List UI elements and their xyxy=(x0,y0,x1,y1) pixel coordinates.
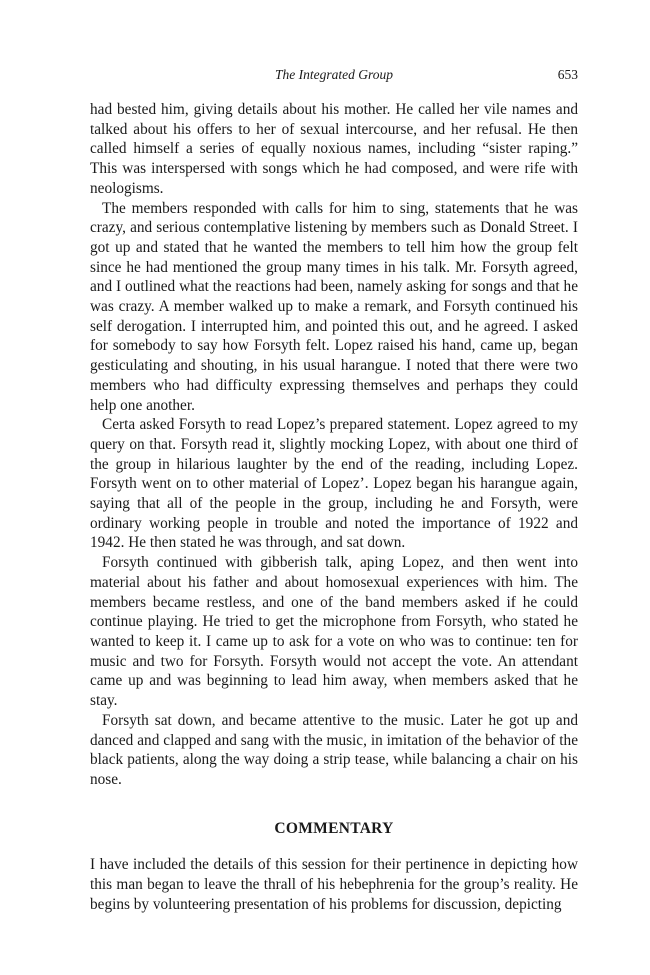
paragraph-continuation: had bested him, giving details about his mother. He called her vile names and talked about his offers to her of sexual intercourse, and her refusal. He then called himself a series of equally noxious names, including “sister raping.” This was interspersed with songs which he had composed, and were rife with neologisms. xyxy=(90,101,578,197)
paragraph: Forsyth sat down, and became attentive to the music. Later he got up and danced and clapped and sang with the music, in imitation of the behavior of the black patients, along the way doing a strip tease, while balancing a chair on his nose. xyxy=(90,711,578,788)
body-text xyxy=(90,100,578,914)
running-title: The Integrated Group xyxy=(275,67,393,82)
paragraph: The members responded with calls for him to sing, statements that he was crazy, and serious contemplative listening by members such as Donald Street. I got up and stated that he wanted the members to tell him how the group felt since he had mentioned the group many times in his talk. Mr. Forsyth agreed, and I outlined what the reactions had been, namely asking for songs and that he was crazy. A member walked up to make a remark, and Forsyth continued his self derogation. I interrupted him, and pointed this out, and he agreed. I asked for somebody to say how Forsyth felt. Lopez raised his hand, came up, began gesticulating and shouting, in his usual harangue. I noted that there were two members who had difficulty expressing themselves and perhaps they could help one another. xyxy=(90,199,578,414)
page-header xyxy=(90,60,578,86)
section-heading: COMMENTARY xyxy=(274,819,394,837)
paragraph: Certa asked Forsyth to read Lopez’s prepared statement. Lopez agreed to my query on that. Forsyth read it, slightly mocking Lopez, with about one third of the group in hilarious laughter by the end of the reading, including Lopez. Forsyth went on to other material of Lopez’. Lopez began his harangue again, saying that all of the people in the group, including he and Forsyth, were ordinary working people in trouble and noted the importance of 1922 and 1942. He then stated he was through, and sat down. xyxy=(90,416,578,552)
commentary-paragraph: I have included the details of this session for their pertinence in depicting how this man began to leave the thrall of his hebephrenia for the group’s reality. He begins by volunteering presentation of his problems for discussion, depicting xyxy=(90,856,578,913)
document-page xyxy=(90,60,578,914)
page-number: 653 xyxy=(557,67,578,82)
paragraph: Forsyth continued with gibberish talk, aping Lopez, and then went into material about his father and about homosexual experiences with him. The members became restless, and one of the band members asked if he could continue playing. He tried to get the microphone from Forsyth, who stated he wanted to keep it. I came up to ask for a vote on who was to continue: ten for music and two for Forsyth. Forsyth would not accept the vote. An attendant came up and was beginning to lead him away, when members asked that he stay. xyxy=(90,554,578,710)
